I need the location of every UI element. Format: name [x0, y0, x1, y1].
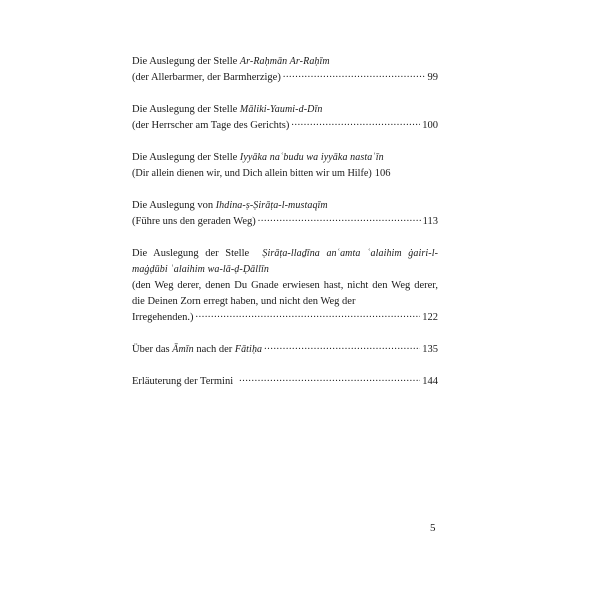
toc-entry-title-line: [132, 374, 438, 390]
toc-entry-subtitle-line: [132, 118, 438, 134]
dot-leader: [239, 374, 420, 384]
toc-entry-prefix: Über das: [132, 344, 170, 355]
toc-entry-title: [132, 54, 438, 70]
toc-entry-page-number: 113: [422, 216, 438, 227]
toc-entry-term: Māliki-Yaumi-d-Dīn: [239, 104, 323, 115]
toc-entry-page-number: 144: [422, 376, 438, 387]
toc-entry-term: Ar-Raḥmān Ar-Raḥīm: [239, 56, 330, 67]
toc-entry-subtitle-line: [132, 166, 438, 182]
toc-entry-term: Iyyāka naʿbudu wa iyyāka nastaʿīn: [239, 152, 384, 163]
table-of-contents: [132, 54, 438, 390]
toc-entry-subtitle: (der Herrscher am Tage des Gerichts): [132, 120, 290, 131]
toc-entry-prefix: Die Auslegung von: [132, 200, 214, 211]
dot-leader: [283, 70, 426, 80]
toc-entry-title: [132, 246, 438, 278]
toc-entry-term: Ihdina-ṣ-Ṣirāṭa-l-mustaqīm: [215, 200, 328, 211]
toc-entry-prefix: Die Auslegung der Stelle: [132, 104, 238, 115]
toc-entry-subtitle: (der Allerbarmer, der Barmherzige): [132, 72, 281, 83]
toc-entry-prefix: Die Auslegung der Stelle: [132, 152, 238, 163]
dot-leader: [258, 214, 421, 224]
toc-entry[interactable]: [132, 102, 438, 134]
toc-entry-term: Ṣirāṭa-llaḏīna anʿamta ʿalaihim ġairi-l-maġḍūbi ʿalaihim wa-lā-ḍ-Ḍāllīn: [132, 248, 438, 275]
toc-entry-term: Āmīn: [172, 344, 194, 355]
dot-leader: [196, 310, 421, 320]
dot-leader: [264, 342, 420, 352]
toc-entry-title: [132, 198, 438, 214]
toc-entry-subtitle-end: Irregehenden.): [132, 312, 194, 323]
toc-entry-page-number: 100: [422, 120, 438, 131]
toc-entry-prefix: Die Auslegung der Stelle: [132, 248, 256, 259]
toc-entry[interactable]: [132, 374, 438, 390]
toc-entry-page-number: 106: [374, 168, 391, 179]
toc-entry[interactable]: [132, 198, 438, 230]
toc-entry-page-number: 99: [427, 72, 438, 83]
toc-entry-term-2: Fātiḥa: [234, 344, 263, 355]
toc-entry-title-line: [132, 342, 438, 358]
toc-entry-prefix: Erläuterung der Termini: [132, 376, 234, 387]
toc-entry-subtitle-line: [132, 214, 438, 230]
toc-entry-title: [132, 102, 438, 118]
page-number: 5: [430, 522, 436, 534]
toc-entry[interactable]: [132, 54, 438, 86]
toc-entry-page-number: 135: [422, 344, 438, 355]
toc-entry[interactable]: [132, 342, 438, 358]
toc-entry-subtitle: (Dir allein dienen wir, und Dich allein bitten wir um Hilfe): [132, 168, 372, 179]
toc-entry[interactable]: [132, 150, 438, 182]
toc-entry-subtitle: (Führe uns den geraden Weg): [132, 216, 256, 227]
toc-entry[interactable]: [132, 246, 438, 326]
toc-entry-subtitle-line: [132, 310, 438, 326]
toc-entry-prefix: Die Auslegung der Stelle: [132, 56, 238, 67]
dot-leader: [291, 118, 420, 128]
toc-entry-subtitle-line: [132, 70, 438, 86]
toc-entry-page-number: 122: [422, 312, 438, 323]
toc-entry-subtitle: (den Weg derer, denen Du Gnade erwiesen hast, nicht den Weg derer, die Deinen Zorn erregt haben, und nicht den Weg der: [132, 280, 438, 307]
toc-entry-middle: nach der: [196, 344, 233, 355]
toc-entry-title: [132, 150, 438, 166]
